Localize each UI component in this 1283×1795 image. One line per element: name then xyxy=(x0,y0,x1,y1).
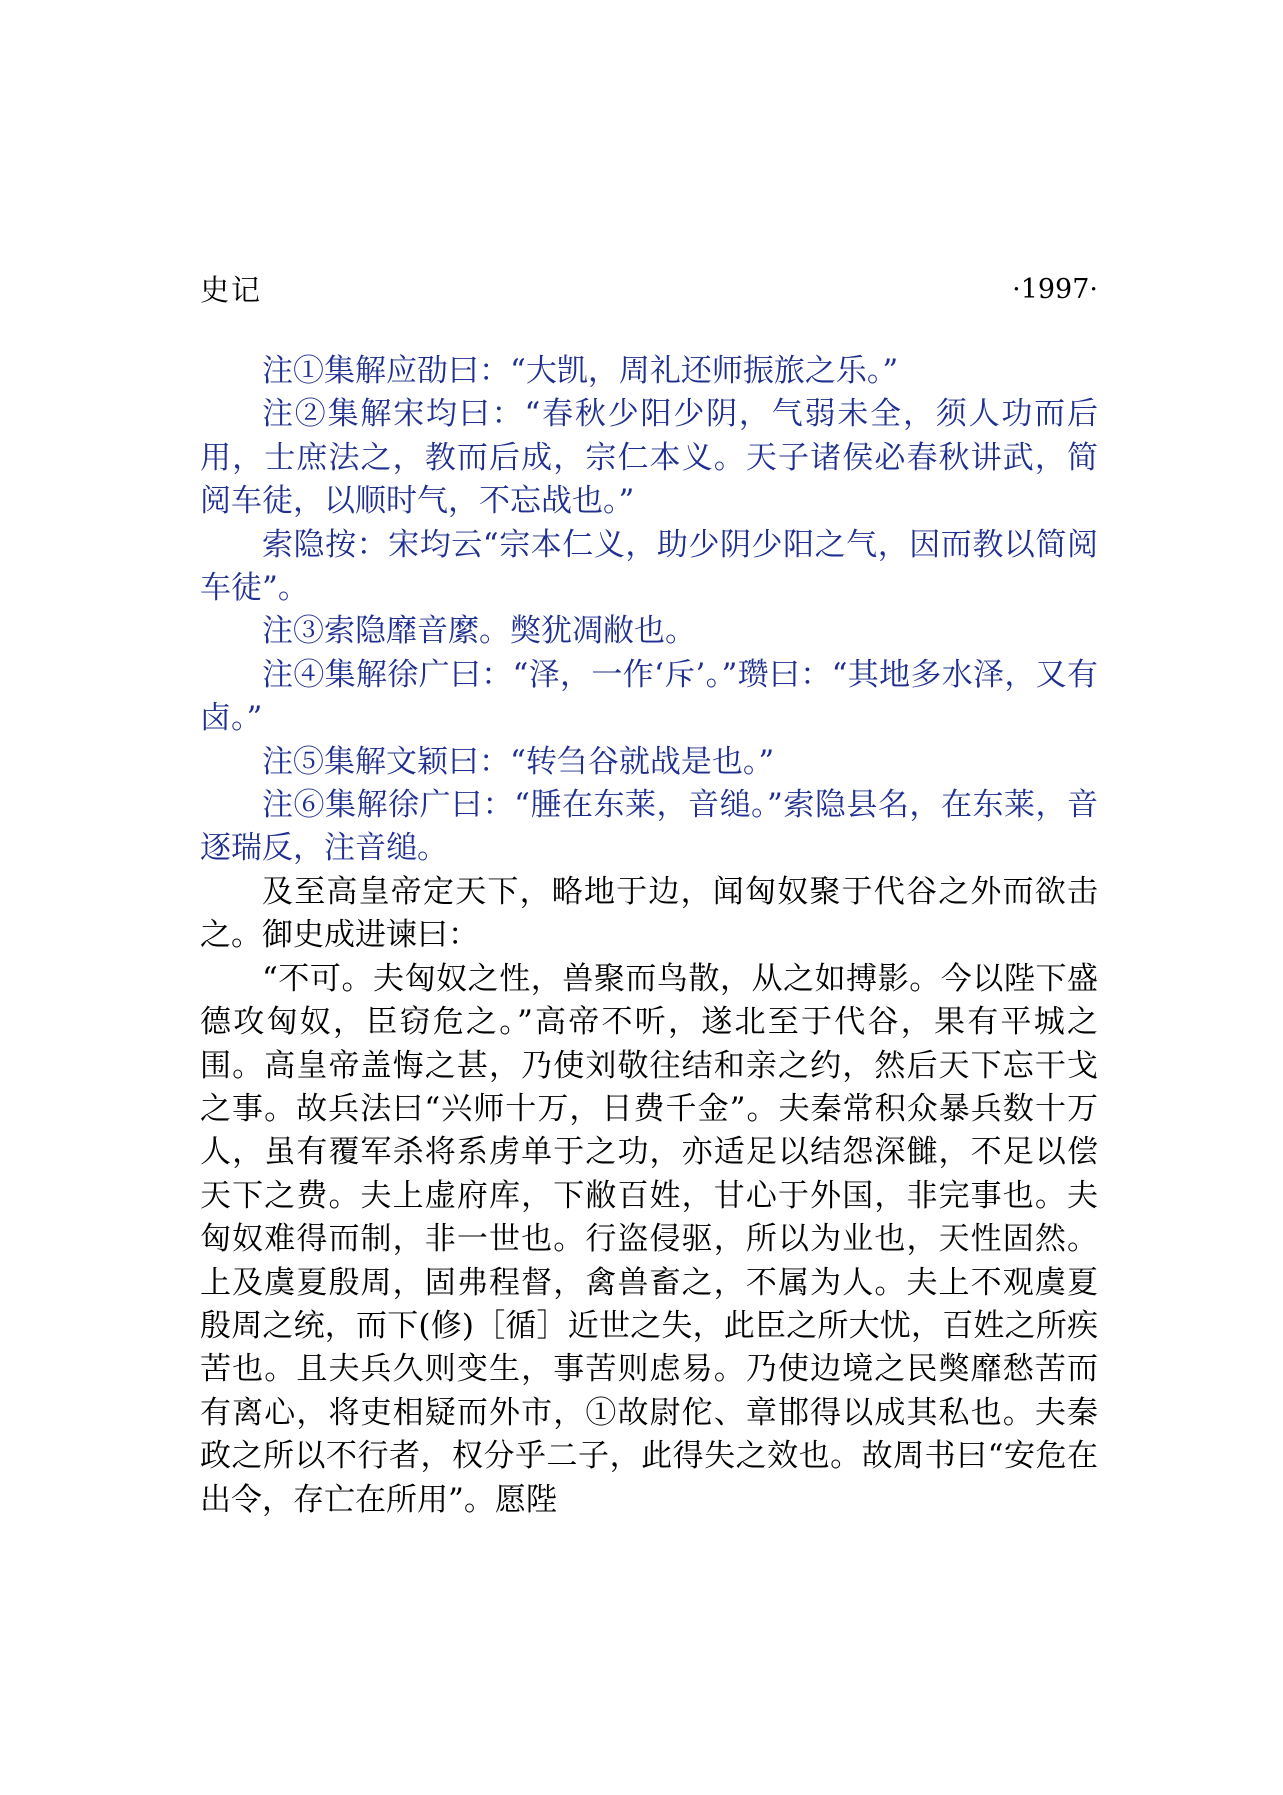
body-paragraph-2: “不可。夫匈奴之性，兽聚而鸟散，从之如搏影。今以陛下盛德攻匈奴，臣窃危之。”高帝不听，遂北至于代谷，果有平城之围。高皇帝盖悔之甚，乃使刘敬往结和亲之约，然后天下忘干戈之事。故兵法曰“兴师十万，日费千金”。夫秦常积众暴兵数十万人，虽有覆军杀将系虏单于之功，亦适足以结怨深雠，不足以偿天下之费。夫上虚府库，下敝百姓，甘心于外国，非完事也。夫匈奴难得而制，非一世也。行盗侵驱，所以为业也，天性固然。上及虞夏殷周，固弗程督，禽兽畜之，不属为人。夫上不观虞夏殷周之统，而下(修)［循］近世之失，此臣之所大忧，百姓之所疾苦也。且夫兵久则变生，事苦则虑易。乃使边境之民獘靡愁苦而有离心，将吏相疑而外市，①故尉佗、章邯得以成其私也。夫秦政之所以不行者，权分乎二子，此得失之效也。故周书曰“安危在出令，存亡在所用”。愿陛 xyxy=(200,960,1098,1518)
body-paragraph-1: 及至高皇帝定天下，略地于边，闻匈奴聚于代谷之外而欲击之。御史成进谏曰： xyxy=(200,873,1098,954)
page-number: ·1997· xyxy=(1012,274,1098,305)
note-3: 注③索隐靡音縻。獘犹凋敝也。 xyxy=(262,613,696,650)
page-header xyxy=(200,268,1098,312)
page-content xyxy=(200,350,1098,1522)
note-2-suoyin: 索隐按：宋均云“宗本仁义，助少阴少阳之气，因而教以简阅车徒”。 xyxy=(200,526,1098,607)
book-title: 史记 xyxy=(200,273,263,307)
note-4: 注④集解徐广曰：“泽，一作‘斥’。”瓒曰：“其地多水泽，又有卤。” xyxy=(200,656,1098,737)
note-1: 注①集解应劭曰：“大凯，周礼还师振旅之乐。” xyxy=(262,353,899,389)
note-2: 注②集解宋均曰：“春秋少阳少阴，气弱未全，须人功而后用，士庶法之，教而后成，宗仁本义。天子诸侯必春秋讲武，简阅车徒，以顺时气，不忘战也。” xyxy=(200,396,1098,520)
note-6: 注⑥集解徐广曰：“腄在东莱，音缒。”索隐县名，在东莱，音逐瑞反，注音缒。 xyxy=(200,787,1098,867)
note-5: 注⑤集解文颖曰：“转刍谷就战是也。” xyxy=(262,743,775,780)
